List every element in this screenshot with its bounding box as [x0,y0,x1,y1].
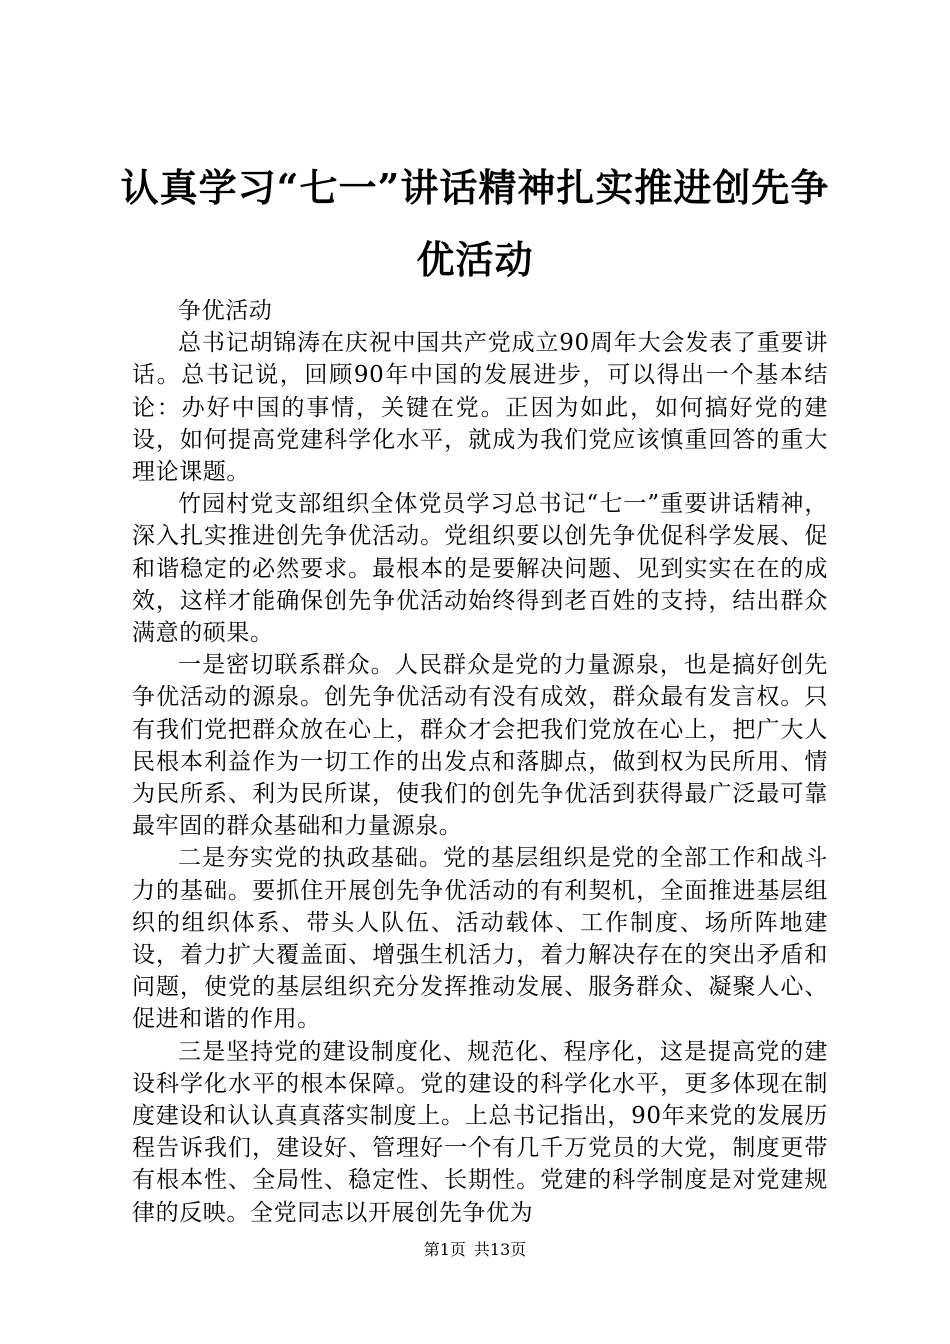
paragraph: 三是坚持党的建设制度化、规范化、程序化，这是提高党的建设科学化水平的根本保障。党的建设的科学化水平，更多体现在制度建设和认认真真落实制度上。上总书记指出，90年来党的发展历程告诉我们，建设好、管理好一个有几千万党员的大党，制度更带有根本性、全局性、稳定性、长期性。党建的科学制度是对党建规律的反映。全党同志以开展创先争优为 [132,1038,828,1226]
page-footer [0,1238,950,1262]
document-body [132,295,828,1229]
paragraph: 竹园村党支部组织全体党员学习总书记“七一”重要讲话精神，深入扎实推进创先争优活动。党组织要以创先争优促科学发展、促和谐稳定的必然要求。最根本的是要解决问题、见到实实在在的成效，这样才能确保创先争优活动始终得到老百姓的支持，结出群众满意的硕果。 [132,491,828,647]
paragraph: 争优活动 [178,298,273,324]
paragraph: 总书记胡锦涛在庆祝中国共产党成立90周年大会发表了重要讲话。总书记说，回顾90年中国的发展进步，可以得出一个基本结论：办好中国的事情，关键在党。正因为如此，如何搞好党的建设，如何提高党建科学化水平，就成为我们党应该慎重回答的重大理论课题。 [132,330,828,486]
page-number: 第1页 [423,1240,466,1259]
document-title: 认真学习“七一”讲话精神扎实推进创先争优活动 [120,165,830,282]
paragraph: 一是密切联系群众。人民群众是党的力量源泉，也是搞好创先争优活动的源泉。创先争优活动有没有成效，群众最有发言权。只有我们党把群众放在心上，群众才会把我们党放在心上，把广大人民根本利益作为一切工作的出发点和落脚点，做到权为民所用、情为民所系、利为民所谋，使我们的创先争优活到获得最广泛最可靠最牢固的群众基础和力量源泉。 [132,652,828,840]
paragraph: 二是夯实党的执政基础。党的基层组织是党的全部工作和战斗力的基础。要抓住开展创先争优活动的有利契机，全面推进基层组织的组织体系、带头人队伍、活动载体、工作制度、场所阵地建设，着力扩大覆盖面、增强生机活力，着力解决存在的突出矛盾和问题，使党的基层组织充分发挥推动发展、服务群众、凝聚人心、促进和谐的作用。 [132,845,828,1033]
page-total: 共13页 [473,1240,527,1259]
